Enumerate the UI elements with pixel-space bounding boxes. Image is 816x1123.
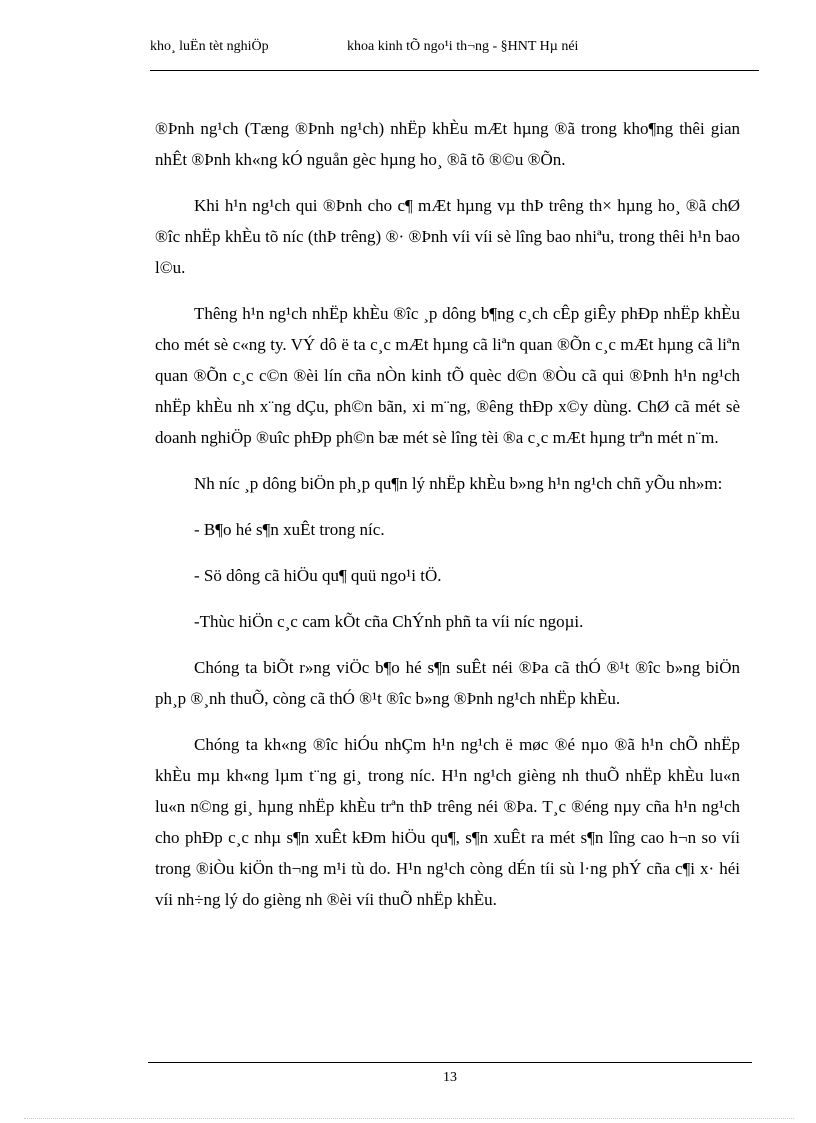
header-divider <box>150 70 759 71</box>
paragraph: Nh níc ¸p dông biÖn ph¸p qu¶n lý nhËp khÈu b»ng h¹n ng¹ch chñ yÕu nh»m: <box>194 474 723 493</box>
header-thesis-title: kho¸ luËn tèt nghiÖp <box>150 39 269 54</box>
bullet-item: - Sö dông cã hiÖu qu¶ quü ngo¹i tÖ. <box>194 566 442 585</box>
paragraph: Khi h¹n ng¹ch qui ®Þnh cho c¶ mÆt hµng vµ thÞ trêng th× hµng ho¸ ®ã chØ ®îc nhËp khÈu tõ níc (thÞ trêng) ®· ®Þnh víi víi sè lîng bao nhiªu, trong thêi h¹n bao l©u. <box>155 196 740 277</box>
footer-divider <box>148 1062 752 1063</box>
bullet-item: - B¶o hé s¶n xuÊt trong níc. <box>194 520 385 539</box>
bullet-item: -Thùc hiÖn c¸c cam kÕt cña ChÝnh phñ ta víi níc ngoµi. <box>194 612 584 631</box>
paragraph: Chóng ta kh«ng ®îc hiÓu nhÇm h¹n ng¹ch ë møc ®é nµo ®ã h¹n chÕ nhËp khÈu mµ kh«ng lµm t¨ng gi¸ trong níc. H¹n ng¹ch gièng nh thuÕ nhËp khÈu lu«n lu«n n©ng gi¸ hµng nhËp khÈu trªn thÞ trêng néi ®Þa. T¸c ®éng nµy cña h¹n ng¹ch cho phÐp c¸c nhµ s¶n xuÊt kÐm hiÖu qu¶, s¶n xuÊt ra mét s¶n lîng cao h¬n so víi trong ®iÒu kiÖn th¬ng m¹i tù do. H¹n ng¹ch còng dÉn tíi sù l·ng phÝ cña c¶i x· héi víi nh÷ng lý do gièng nh ®èi víi thuÕ nhËp khÈu. <box>155 735 740 909</box>
page-header <box>150 38 760 58</box>
page-bottom-border <box>24 1118 794 1119</box>
paragraph: Thêng h¹n ng¹ch nhËp khÈu ®îc ¸p dông b¶ng c¸ch cÊp giÊy phÐp nhËp khÈu cho mét sè c«ng ty. VÝ dô ë ta c¸c mÆt hµng cã liªn quan ®Õn c¸c mÆt hµng cã liªn quan ®Õn c¸c c©n ®èi lín cña nÒn kinh tÕ quèc d©n ®Òu cã qui ®Þnh h¹n ng¹ch nhËp khÈu nh x¨ng dÇu, ph©n bãn, xi m¨ng, ®êng thÐp x©y dùng. ChØ cã mét sè doanh nghiÖp ®uîc phÐp ph©n bæ mét sè lîng tèi ®a c¸c mÆt hµng trªn mét n¨m. <box>155 304 740 447</box>
header-faculty-name: khoa kinh tÕ ngo¹i th¬ng - §HNT Hµ néi <box>347 39 579 54</box>
page-number: 13 <box>443 1070 457 1085</box>
body-text <box>155 113 740 930</box>
paragraph: Chóng ta biÕt r»ng viÖc b¶o hé s¶n suÊt néi ®Þa cã thÓ ®¹t ®îc b»ng biÖn ph¸p ®¸nh thuÕ, còng cã thÓ ®¹t ®îc b»ng ®Þnh ng¹ch nhËp khÈu. <box>155 658 740 708</box>
paragraph: ®Þnh ng¹ch (Tæng ®Þnh ng¹ch) nhËp khÈu mÆt hµng ®ã trong kho¶ng thêi gian nhÊt ®Þnh kh«ng kÓ nguån gèc hµng ho¸ ®ã tõ ®©u ®Õn. <box>155 119 740 169</box>
